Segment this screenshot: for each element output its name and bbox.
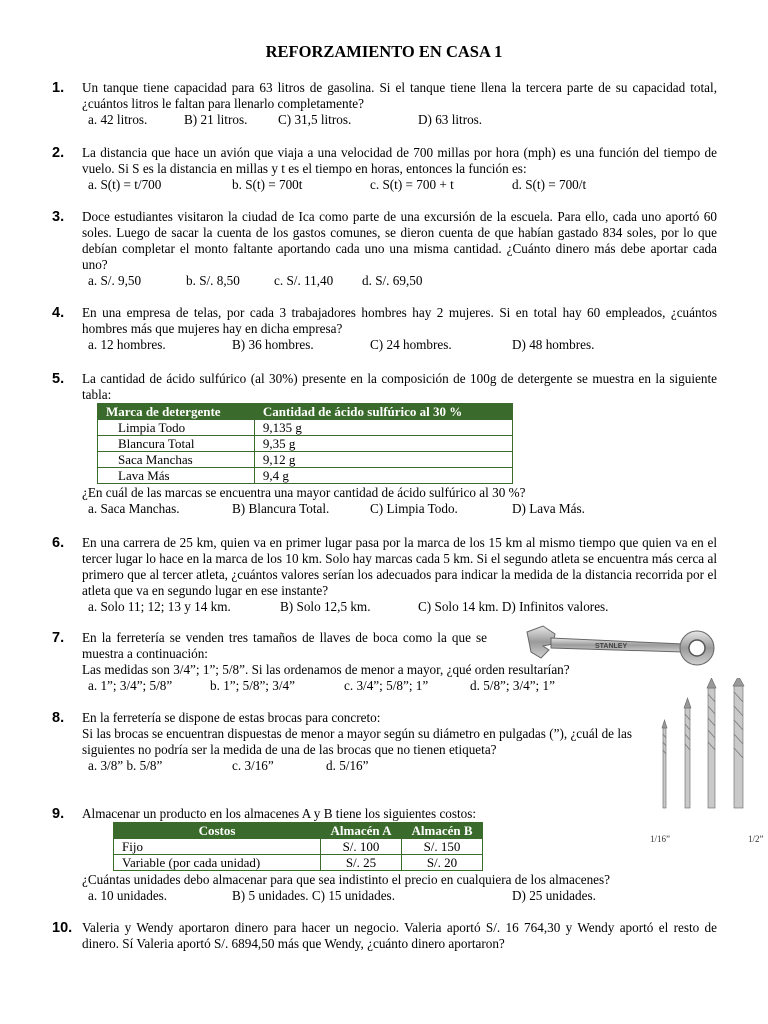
option-d: d. 5/8”; 3/4”; 1”: [470, 678, 555, 693]
table-cell: Limpia Todo: [98, 420, 255, 436]
option-b: b. S/. 8,50: [186, 273, 240, 288]
option-c: C) 24 hombres.: [370, 337, 452, 352]
question-followup: Si las brocas se encuentran dispuestas de menor a mayor según su diámetro en pulgadas (”), ¿cuál de las siguientes no podría ser la medida de una de las brocas que no tienen etiqueta?: [82, 726, 632, 757]
option-b: B) Blancura Total.: [232, 501, 330, 516]
question-text: Un tanque tiene capacidad para 63 litros de gasolina. Si el tanque tiene llena la tercera parte de su capacidad total, ¿cuántos litros le faltan para llenarlo completamente?: [82, 80, 717, 111]
question-number: 3.: [52, 209, 65, 225]
option-c: c. S(t) = 700 + t: [370, 177, 454, 192]
options: [82, 177, 717, 193]
option-b: b. 1”; 5/8”; 3/4”: [210, 678, 295, 693]
options: [82, 501, 717, 517]
question-text: Doce estudiantes visitaron la ciudad de Ica como parte de una excursión de la escuela. Para ello, cada uno aportó 60 soles. Luego de sacar la cuenta de los gastos comunes, se dieron cuenta de que habían gastado 834 soles, por lo que debían completar el monto faltante aportando cada uno una misma cantidad. ¿Cuánto dinero más debe aportar cada uno?: [82, 209, 717, 272]
question-number: 8.: [52, 710, 65, 726]
wrench-image: [523, 620, 719, 668]
table-row: [114, 855, 483, 871]
drill-label-1: 1/16”: [650, 834, 670, 844]
option-b: B) Solo 12,5 km.: [280, 599, 371, 614]
question-text: La cantidad de ácido sulfúrico (al 30%) presente en la composición de 100g de detergente se muestra en la siguiente tabla:: [82, 371, 717, 402]
question-followup: Las medidas son 3/4”; 1”; 5/8”. Si las ordenamos de menor a mayor, ¿qué orden resultarían?: [82, 662, 570, 677]
option-d: d. 5/16”: [326, 758, 369, 773]
question-number: 6.: [52, 535, 65, 551]
question-text: En la ferretería se dispone de estas brocas para concreto:: [82, 710, 381, 725]
option-a: a. 42 litros.: [88, 112, 148, 127]
question-4: [52, 305, 717, 353]
option-d: D) 25 unidades.: [512, 888, 596, 903]
option-b: b. S(t) = 700t: [232, 177, 303, 192]
table-header: Almacén A: [321, 823, 402, 839]
acid-table: [97, 403, 513, 484]
option-a: a. 10 unidades.: [88, 888, 168, 903]
question-5: [52, 371, 717, 517]
table-row: [114, 839, 483, 855]
table-cell: S/. 100: [321, 839, 402, 855]
table-header: Almacén B: [402, 823, 483, 839]
option-d: D) 63 litros.: [418, 112, 483, 127]
option-c: C) Solo 14 km. D) Infinitos valores.: [418, 599, 609, 614]
question-number: 9.: [52, 806, 65, 822]
option-a: a. Saca Manchas.: [88, 501, 180, 516]
option-c: c. S/. 11,40: [274, 273, 334, 288]
options: [82, 337, 717, 353]
question-number: 10.: [52, 920, 73, 936]
option-a: a. 1”; 3/4”; 5/8”: [88, 678, 173, 693]
costs-table: [113, 822, 483, 871]
options: [82, 112, 717, 128]
option-c: C) Limpia Todo.: [370, 501, 458, 516]
question-number: 2.: [52, 145, 65, 161]
question-text: Almacenar un producto en los almacenes A y B tiene los siguientes costos:: [82, 806, 477, 821]
table-cell: S/. 150: [402, 839, 483, 855]
question-text: Valeria y Wendy aportaron dinero para hacer un negocio. Valeria aportó S/. 16 764,30 y Wendy aportó el resto de dinero. Sí Valeria aportó S/. 6894,50 más que Wendy, ¿cuánto dinero aportaron?: [82, 920, 717, 951]
table-row: [98, 436, 513, 452]
option-a: a. 12 hombres.: [88, 337, 166, 352]
drill-label-2: 1/2”: [748, 834, 764, 844]
option-bc: B) 5 unidades. C) 15 unidades.: [232, 888, 395, 903]
question-followup: ¿En cuál de las marcas se encuentra una mayor cantidad de ácido sulfúrico al 30 %?: [82, 485, 526, 500]
option-d: D) Lava Más.: [512, 501, 585, 516]
question-number: 7.: [52, 630, 65, 646]
options: [82, 599, 717, 615]
option-d: D) 48 hombres.: [512, 337, 595, 352]
question-1: [52, 80, 717, 128]
option-b: B) 36 hombres.: [232, 337, 314, 352]
option-c: C) 31,5 litros.: [278, 112, 352, 127]
option-d: d. S/. 69,50: [362, 273, 423, 288]
options: [82, 678, 717, 694]
option-c: c. 3/4”; 5/8”; 1”: [344, 678, 429, 693]
table-cell: Lava Más: [98, 468, 255, 484]
question-text: La distancia que hace un avión que viaja a una velocidad de 700 millas por hora (mph) es una función del tiempo de vuelo. Si S es la distancia en millas y t es el tiempo en horas, entonces la función es:: [82, 145, 717, 176]
wrench-brand: STANLEY: [595, 643, 628, 650]
question-text: En una empresa de telas, por cada 3 trabajadores hombres hay 2 mujeres. Si en total hay 60 empleados, ¿cuántos hombres más que mujeres hay en dicha empresa?: [82, 305, 717, 336]
page-title: REFORZAMIENTO EN CASA 1: [265, 42, 503, 61]
table-row: [98, 420, 513, 436]
option-ab: a. 3/8” b. 5/8”: [88, 758, 163, 773]
table-cell: S/. 25: [321, 855, 402, 871]
table-header: Costos: [114, 823, 321, 839]
option-a: a. S/. 9,50: [88, 273, 142, 288]
question-text: En la ferretería se venden tres tamaños de llaves de boca como la que se muestra a continuación:: [82, 630, 487, 661]
question-followup: ¿Cuántas unidades debo almacenar para que sea indistinto el precio en cualquiera de los almacenes?: [82, 872, 611, 887]
table-cell: Saca Manchas: [98, 452, 255, 468]
options: [82, 888, 717, 904]
table-cell: 9,135 g: [254, 420, 512, 436]
option-d: d. S(t) = 700/t: [512, 177, 587, 192]
options: [82, 758, 717, 774]
question-8: [52, 710, 717, 774]
table-row: [98, 468, 513, 484]
table-cell: S/. 20: [402, 855, 483, 871]
table-cell: Blancura Total: [98, 436, 255, 452]
option-a: a. S(t) = t/700: [88, 177, 162, 192]
table-cell: 9,4 g: [254, 468, 512, 484]
question-6: [52, 535, 717, 615]
table-cell: Variable (por cada unidad): [114, 855, 321, 871]
table-header: Cantidad de ácido sulfúrico al 30 %: [254, 404, 512, 420]
question-3: [52, 209, 717, 289]
question-number: 1.: [52, 80, 65, 96]
question-2: [52, 145, 717, 193]
table-cell: Fijo: [114, 839, 321, 855]
question-number: 4.: [52, 305, 65, 321]
option-a: a. Solo 11; 12; 13 y 14 km.: [88, 599, 231, 614]
table-header: Marca de detergente: [98, 404, 255, 420]
options: [82, 273, 717, 289]
option-b: B) 21 litros.: [184, 112, 248, 127]
table-row: [98, 452, 513, 468]
question-number: 5.: [52, 371, 65, 387]
table-cell: 9,35 g: [254, 436, 512, 452]
question-10: [52, 920, 717, 952]
question-text: En una carrera de 25 km, quien va en primer lugar pasa por la marca de los 15 km al mismo tiempo que quien va en el tercer lugar lo hace en la marca de los 10 km. Solo hay marcas cada 5 km. Si el segundo atleta se encuentra más cerca al primero que al tercer atleta, ¿cuántos valores serían los adecuados para indicar la medida de la distancia recorrida por el atleta que va en segundo lugar en ese instante?: [82, 535, 717, 598]
option-c: c. 3/16”: [232, 758, 274, 773]
table-cell: 9,12 g: [254, 452, 512, 468]
question-9: [52, 806, 717, 904]
